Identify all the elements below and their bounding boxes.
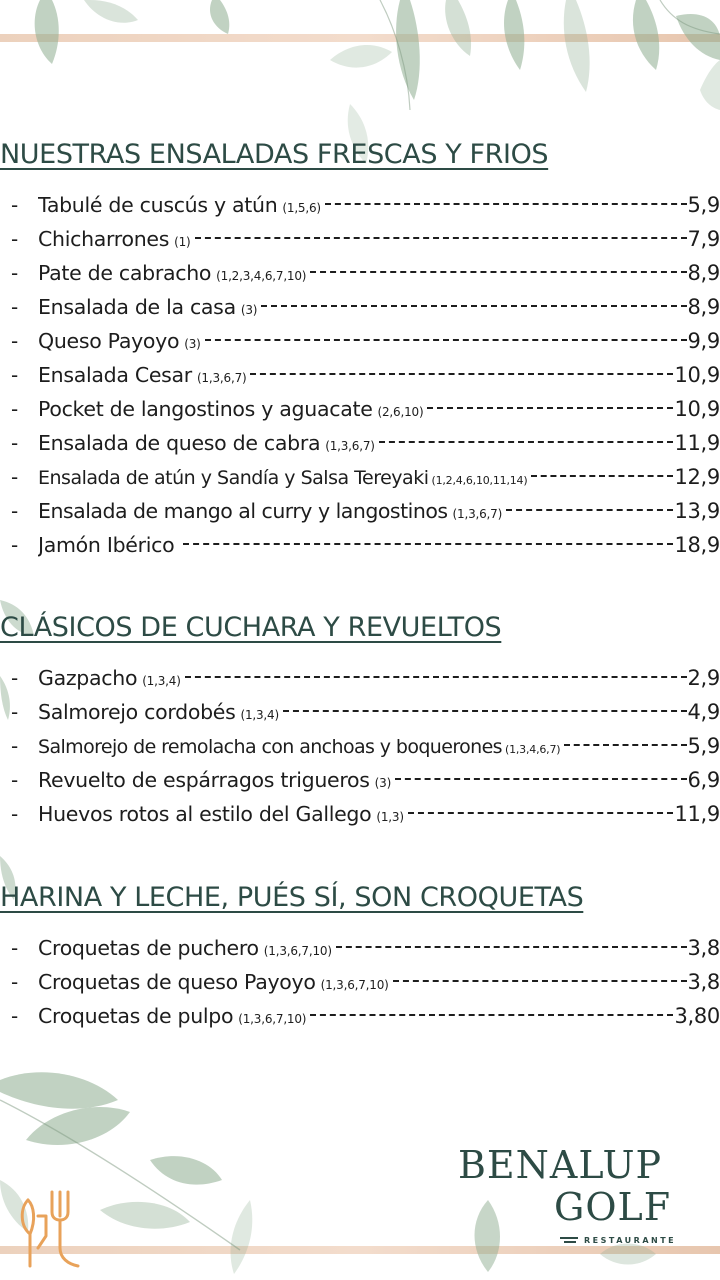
dotted-leader: [506, 509, 673, 511]
dotted-leader: [325, 203, 687, 205]
menu-item: - Ensalada de la casa (3) 8,9: [0, 290, 720, 324]
dotted-leader: [283, 710, 687, 712]
dish-price: 5,9: [687, 193, 720, 217]
allergen-codes: (1,3,6,7): [196, 371, 247, 385]
dish-price: 9,9: [687, 329, 720, 353]
brand-name: BENALUP: [458, 1143, 663, 1187]
dish-name: Jamón Ibérico: [38, 533, 175, 557]
allergen-codes: (3): [240, 303, 258, 317]
brand-logo: [456, 1142, 686, 1252]
dish-price: 7,9: [687, 227, 720, 251]
dish-price: 4,9: [687, 700, 720, 724]
dish-name: Huevos rotos al estilo del Gallego: [38, 802, 372, 826]
menu-item: - Salmorejo cordobés (1,3,4) 4,9: [0, 695, 720, 729]
dish-name: Croquetas de pulpo: [38, 1004, 234, 1028]
menu-item: - Croquetas de puchero (1,3,6,7,10) 3,8: [0, 931, 720, 965]
allergen-codes: (1,3,4): [240, 708, 279, 722]
dish-name: Ensalada de mango al curry y langostinos: [38, 499, 448, 523]
dish-price: 10,9: [674, 363, 720, 387]
dotted-leader: [564, 744, 686, 746]
dish-price: 5,9: [687, 734, 720, 758]
allergen-codes: (1,3,6,7,10): [238, 1012, 307, 1026]
menu-item: - Pocket de langostinos y aguacate (2,6,10) 10,9: [0, 392, 720, 426]
menu-item: - Ensalada de atún y Sandía y Salsa Tereyaki (1,2,4,6,10,11,14) 12,9: [0, 460, 720, 494]
dish-name: Revuelto de espárragos trigueros: [38, 768, 370, 792]
dotted-leader: [393, 980, 687, 982]
allergen-codes: (1): [174, 235, 191, 249]
dotted-leader: [185, 676, 687, 678]
allergen-codes: (1,2,4,6,10,11,14): [431, 474, 528, 487]
dish-name: Ensalada de la casa: [38, 295, 236, 319]
dish-price: 3,8: [687, 970, 720, 994]
dotted-leader: [427, 407, 673, 409]
dish-price: 18,9: [674, 533, 720, 557]
allergen-codes: (1,3,4,6,7): [504, 743, 561, 756]
dish-name: Croquetas de puchero: [38, 936, 259, 960]
dish-name: Ensalada Cesar: [38, 363, 192, 387]
menu-item: - Revuelto de espárragos trigueros (3) 6,9: [0, 763, 720, 797]
allergen-codes: (3): [374, 776, 392, 790]
dish-name: Pate de cabracho: [38, 261, 212, 285]
menu-item: - Ensalada Cesar (1,3,6,7) 10,9: [0, 358, 720, 392]
dish-name: Croquetas de queso Payoyo: [38, 970, 316, 994]
menu-list: [0, 188, 720, 562]
menu-item: - Salmorejo de remolacha con anchoas y boquerones (1,3,4,6,7) 5,9: [0, 729, 720, 763]
dotted-leader: [395, 778, 686, 780]
dish-name: Pocket de langostinos y aguacate: [38, 397, 373, 421]
section-title: HARINA Y LECHE, PUÉS SÍ, SON CROQUETAS: [0, 882, 584, 913]
menu-item: - Jamón Ibérico 18,9: [0, 528, 720, 562]
dish-price: 8,9: [687, 261, 720, 285]
dotted-leader: [261, 305, 686, 307]
allergen-codes: (1,3): [376, 810, 404, 824]
dotted-leader: [310, 1014, 673, 1016]
dotted-leader: [336, 946, 687, 948]
allergen-codes: (1,3,6,7): [452, 507, 503, 521]
menu-item: - Chicharrones (1) 7,9: [0, 222, 720, 256]
menu-list: [0, 931, 720, 1033]
dish-name: Salmorejo cordobés: [38, 700, 236, 724]
menu-item: - Ensalada de mango al curry y langostinos (1,3,6,7) 13,9: [0, 494, 720, 528]
brand-sub: GOLF: [554, 1185, 672, 1229]
dish-price: 11,9: [674, 802, 720, 826]
dish-price: 13,9: [674, 499, 720, 523]
dotted-leader: [195, 237, 687, 239]
menu-item: - Ensalada de queso de cabra (1,3,6,7) 11,9: [0, 426, 720, 460]
allergen-codes: (1,3,6,7,10): [263, 944, 332, 958]
allergen-codes: (1,3,6,7): [325, 439, 375, 453]
dish-price: 6,9: [687, 768, 720, 792]
menu-list: [0, 661, 720, 831]
allergen-codes: (3): [184, 337, 201, 351]
dotted-leader: [183, 543, 673, 545]
dish-name: Queso Payoyo: [38, 329, 180, 353]
dotted-leader: [531, 475, 673, 477]
dish-price: 10,9: [674, 397, 720, 421]
allergen-codes: (1,3,6,7,10): [320, 978, 389, 992]
golf-flag-mark: [558, 1235, 580, 1245]
dish-price: 11,9: [674, 431, 720, 455]
dish-name: Gazpacho: [38, 666, 138, 690]
section-title: CLÁSICOS DE CUCHARA Y REVUELTOS: [0, 612, 502, 643]
allergen-codes: (1,3,4): [142, 674, 181, 688]
allergen-codes: (2,6,10): [377, 405, 424, 419]
dish-price: 12,9: [674, 465, 720, 489]
menu-item: - Queso Payoyo (3) 9,9: [0, 324, 720, 358]
menu-item: - Gazpacho (1,3,4) 2,9: [0, 661, 720, 695]
dotted-leader: [310, 271, 686, 273]
menu-item: - Huevos rotos al estilo del Gallego (1,3) 11,9: [0, 797, 720, 831]
dotted-leader: [408, 812, 674, 814]
restaurant-utensils-icon: [16, 1186, 86, 1270]
dish-name: Salmorejo de remolacha con anchoas y boquerones: [38, 736, 502, 758]
dish-price: 8,9: [687, 295, 720, 319]
brand-tagline: RESTAURANTE: [584, 1236, 677, 1245]
dish-name: Chicharrones: [38, 227, 170, 251]
dish-price: 2,9: [687, 666, 720, 690]
menu-item: - Croquetas de queso Payoyo (1,3,6,7,10) 3,8: [0, 965, 720, 999]
section-title: NUESTRAS ENSALADAS FRESCAS Y FRIOS: [0, 139, 549, 170]
menu-item: - Tabulé de cuscús y atún (1,5,6) 5,9: [0, 188, 720, 222]
allergen-codes: (1,2,3,4,6,7,10): [216, 269, 307, 283]
dish-price: 3,8: [687, 936, 720, 960]
menu-item: - Pate de cabracho (1,2,3,4,6,7,10) 8,9: [0, 256, 720, 290]
dotted-leader: [379, 441, 674, 443]
dotted-leader: [205, 339, 687, 341]
dish-name: Ensalada de queso de cabra: [38, 431, 321, 455]
allergen-codes: (1,5,6): [282, 201, 321, 215]
dish-price: 3,80: [674, 1004, 720, 1028]
menu-item: - Croquetas de pulpo (1,3,6,7,10) 3,80: [0, 999, 720, 1033]
dish-name: Tabulé de cuscús y atún: [38, 193, 278, 217]
dish-name: Ensalada de atún y Sandía y Salsa Tereyaki: [38, 467, 429, 489]
dotted-leader: [250, 373, 673, 375]
